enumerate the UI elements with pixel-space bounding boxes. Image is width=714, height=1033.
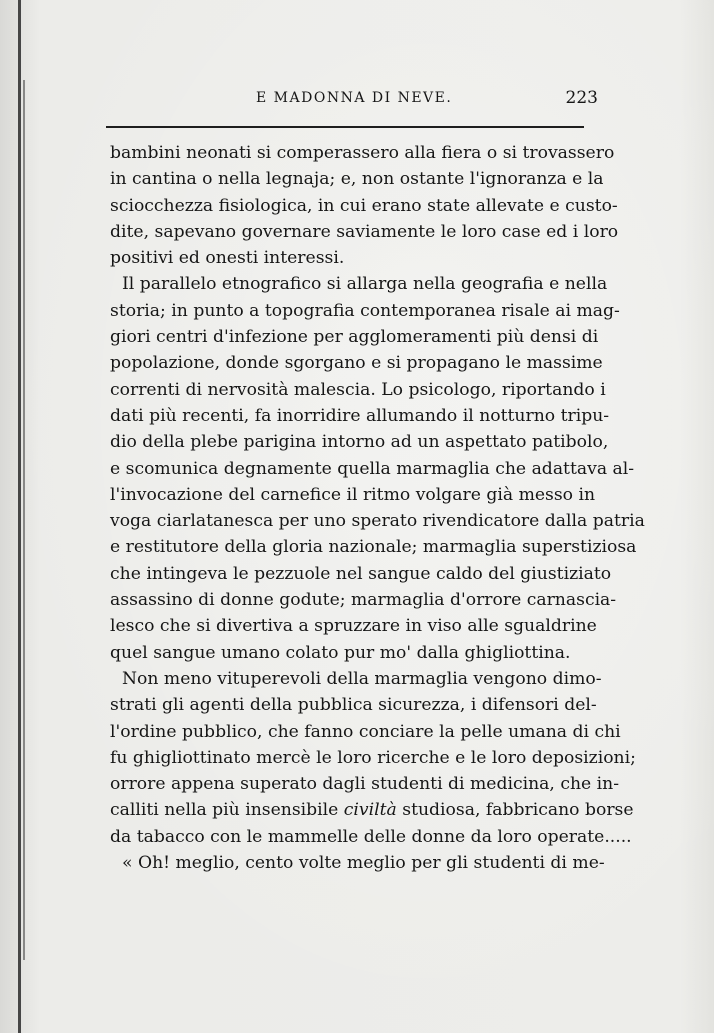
text-line-with-italic <box>110 797 634 823</box>
text-line: positivi ed onesti interessi. <box>110 248 345 269</box>
text-line: assassino di donne godute; marmaglia d'orrore carnascia- <box>110 590 617 611</box>
text-line: dite, sapevano governare saviamente le loro case ed i loro <box>110 221 619 242</box>
header-rule <box>106 126 584 128</box>
paragraph-3 <box>110 666 636 850</box>
text-line: l'invocazione del carnefice il ritmo volgare già messo in <box>110 484 596 505</box>
text-line: orrore appena superato dagli studenti di medicina, che in- <box>110 774 620 795</box>
italic-word: civiltà <box>343 800 397 821</box>
text-line: l'ordine pubblico, che fanno conciare la pelle umana di chi <box>110 721 621 742</box>
page-edge-shadow <box>18 0 21 1033</box>
page-number: 223 <box>565 88 598 108</box>
paragraph-4 <box>110 850 605 876</box>
text-line: dati più recenti, fa inorridire allumando il notturno tripu- <box>110 405 610 426</box>
text-line: lesco che si divertiva a spruzzare in viso alle sgualdrine <box>110 616 597 637</box>
text-line: sciocchezza fisiologica, in cui erano state allevate e custo- <box>110 195 618 216</box>
text-line: dio della plebe parigina intorno ad un aspettato patibolo, <box>110 432 609 453</box>
text-line: da tabacco con le mammelle delle donne da loro operate..... <box>110 826 632 847</box>
text-line: giori centri d'infezione per agglomeramenti più densi di <box>110 327 599 348</box>
running-title: E MADONNA DI NEVE. <box>256 90 453 106</box>
text-line: popolazione, donde sgorgano e si propagano le massime <box>110 353 603 374</box>
text-line: voga ciarlatanesca per uno sperato rivendicatore dalla patria <box>110 511 645 532</box>
body-text <box>110 140 645 876</box>
text-line: e scomunica degnamente quella marmaglia che adattava al- <box>110 458 635 479</box>
text-segment: calliti nella più insensibile <box>110 800 344 821</box>
text-line: storia; in punto a topografia contemporanea risale ai mag- <box>110 300 620 321</box>
page-edge-shadow-inner <box>23 80 25 960</box>
text-line: in cantina o nella legnaja; e, non ostante l'ignoranza e la <box>110 169 604 190</box>
text-line: correnti di nervosità malescia. Lo psicologo, riportando i <box>110 379 606 400</box>
text-line: fu ghigliottinato mercè le loro ricerche e le loro deposizioni; <box>110 747 636 768</box>
text-line: che intingeva le pezzuole nel sangue caldo del giustiziato <box>110 563 612 584</box>
page-header <box>106 90 598 116</box>
text-line: quel sangue umano colato pur mo' dalla ghigliottina. <box>110 642 571 663</box>
text-segment: studiosa, fabbricano borse <box>396 800 634 821</box>
paragraph-2 <box>110 271 645 665</box>
text-line: Non meno vituperevoli della marmaglia vengono dimo- <box>122 668 602 689</box>
text-line: Il parallelo etnografico si allarga nella geografia e nella <box>122 274 608 295</box>
text-line: « Oh! meglio, cento volte meglio per gli studenti di me- <box>122 853 605 874</box>
text-line: strati gli agenti della pubblica sicurezza, i difensori del- <box>110 695 597 716</box>
text-line: e restitutore della gloria nazionale; marmaglia superstiziosa <box>110 537 637 558</box>
text-line: bambini neonati si comperassero alla fiera o si trovassero <box>110 143 615 163</box>
paragraph-1 <box>110 140 619 271</box>
